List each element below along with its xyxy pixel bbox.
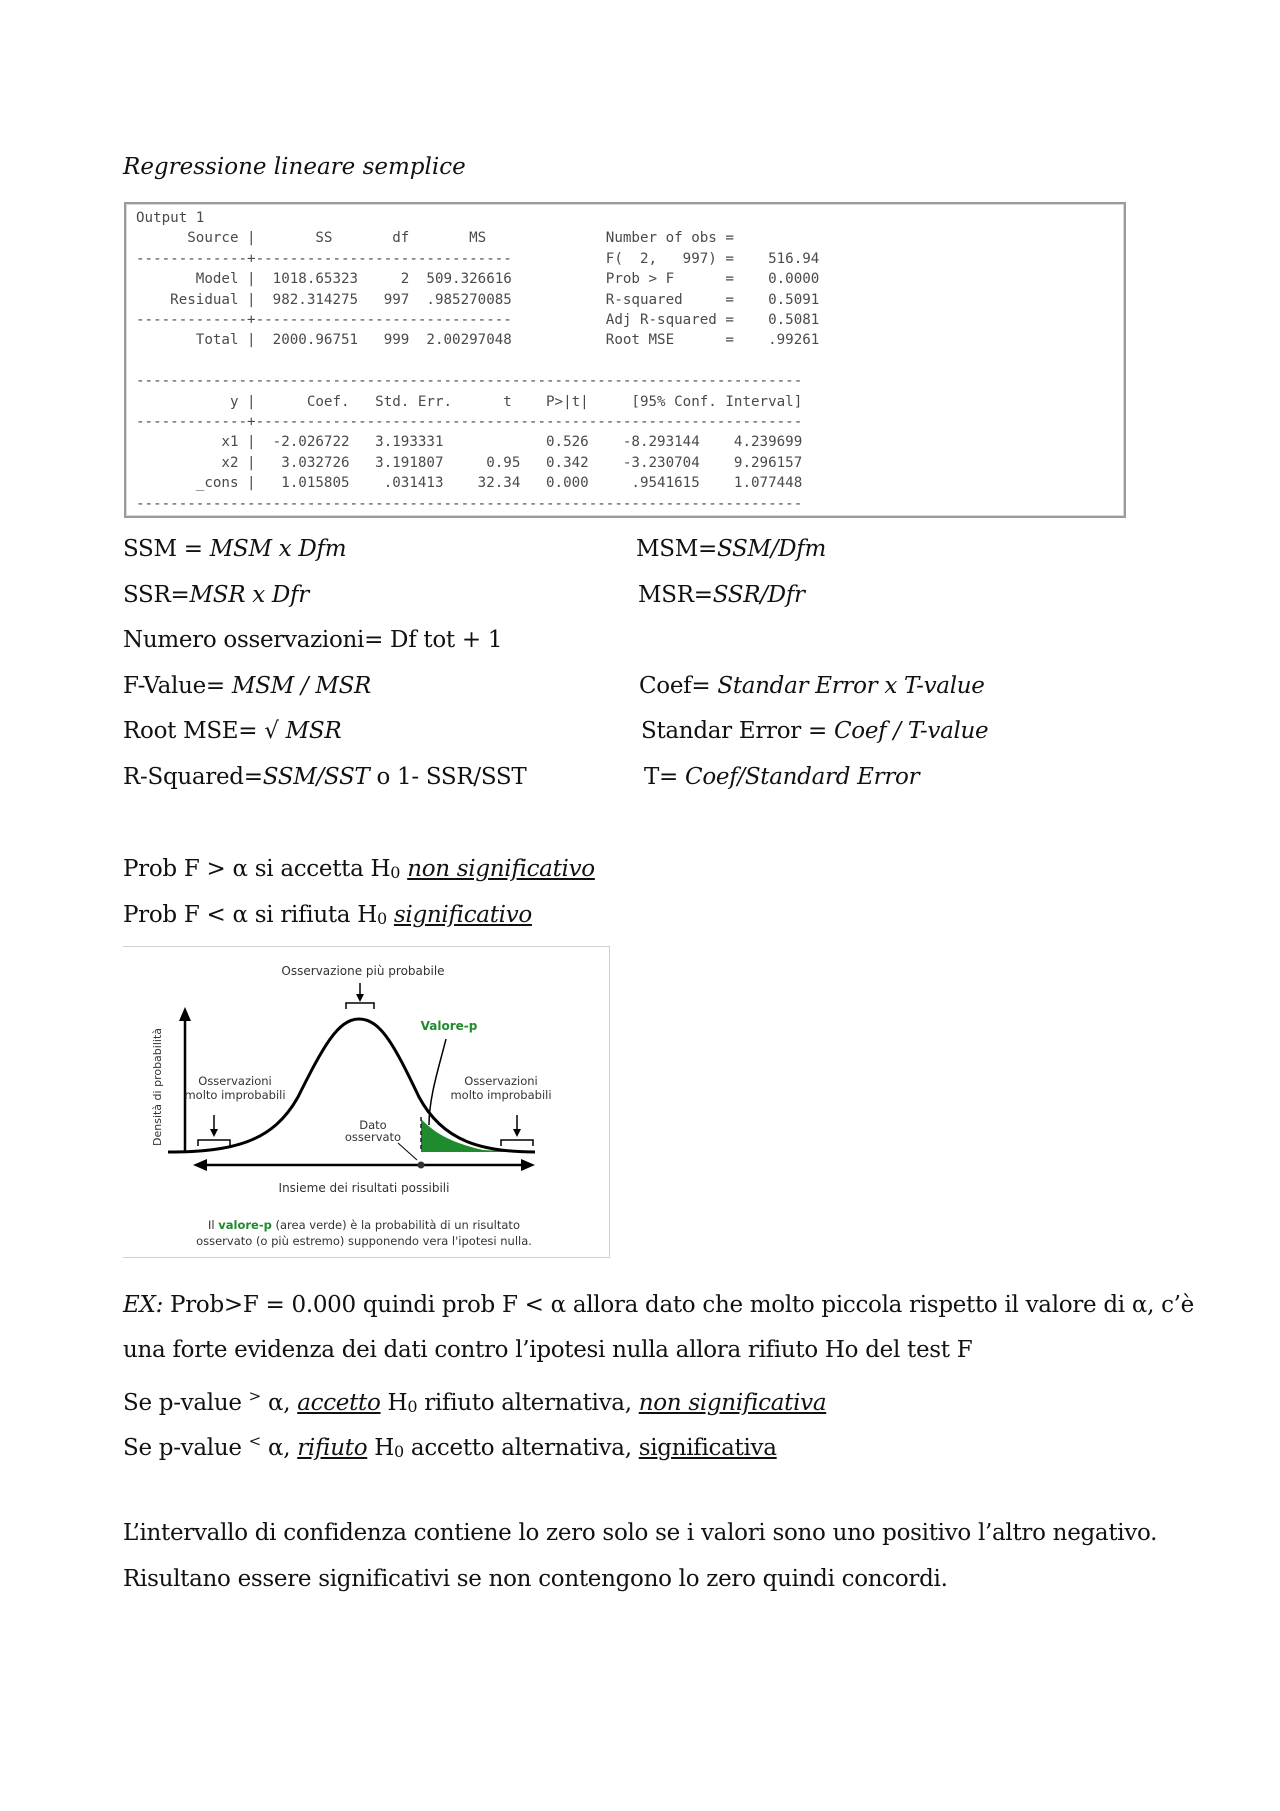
formula-numero-osservazioni: Numero osservazioni= Df tot + 1 [123, 627, 503, 653]
example-line1: EX: Prob>F = 0.000 quindi prob F < α allora dato che molto piccola rispetto il valore di α, c’è [123, 1292, 1194, 1318]
p-value-figure [123, 946, 610, 1258]
formula-ssm: SSM = MSM x Dfm [123, 536, 347, 562]
example-line2: una forte evidenza dei dati contro l’ipotesi nulla allora rifiuto Ho del test F [123, 1337, 973, 1363]
p-value-diagram [123, 947, 609, 1257]
right-arrow-head [513, 1129, 521, 1137]
right-obs-line2: molto improbabili [450, 1088, 552, 1102]
dato-line2: osservato [344, 1130, 402, 1144]
dato-line1: Dato [359, 1118, 387, 1132]
prob-reject-line: Prob F < α si rifiuta H0 significativo [123, 902, 532, 928]
y-axis-label: Densità di probabilità [151, 1027, 164, 1147]
formula-standard-error: Standar Error = Coef / T-value [641, 718, 989, 744]
right-bracket [501, 1140, 533, 1146]
top-bracket [346, 1003, 374, 1009]
pvalue-less-line: Se p-value < α, rifiuto H0 accetto alternativa, significativa [123, 1432, 777, 1461]
formula-f-value: F-Value= MSM / MSR [123, 673, 372, 699]
stata-output-box [124, 202, 1126, 518]
formula-r-squared: R-Squared=SSM/SST o 1- SSR/SST [123, 764, 527, 790]
pvalue-greater-line: Se p-value > α, accetto H0 rifiuto alternativa, non significativa [123, 1387, 827, 1416]
formula-msr: MSR=SSR/Dfr [638, 582, 805, 608]
x-axis-label: Insieme dei risultati possibili [278, 1181, 450, 1195]
formula-ssr: SSR=MSR x Dfr [123, 582, 309, 608]
left-obs-line1: Osservazioni [198, 1074, 272, 1088]
stata-output-text: Output 1 Source | SS df MS Number of obs = -------------+------------------------------ F( 2, 997) = 516.94 Model | 1018.65323 2 509.326616 Prob > F = 0.0000 Residual | 982.314275 997 .985270085 R-squared = 0.5091 -------------+------------------------------ Adj R-squared = 0.5081 Total | 2000.96751 999 2.00297048 Root MSE = .99261 ------------------------------------------------------------------------------ y | Coef. Std. Err. t P>|t| [95% Conf. Interval] -------------+---------------------------------------------------------------- x1 | -2.026722 3.193331 0.526 -8.293144 4.239699 x2 | 3.032726 3.191807 0.95 0.342 -3.230704 9.296157 _cons | 1.015805 .031413 32.34 0.000 .9541615 1.077448 ------------------------------------------------------------------------------ [136, 210, 820, 512]
formula-msm: MSM=SSM/Dfm [636, 536, 827, 562]
prob-accept-line: Prob F > α si accetta H0 non significativo [123, 856, 595, 882]
left-arrow-head [210, 1129, 218, 1137]
top-label: Osservazione più probabile [281, 964, 445, 978]
right-obs-line1: Osservazioni [464, 1074, 538, 1088]
caption-line1: Il valore-p (area verde) è la probabilità di un risultato [208, 1218, 520, 1232]
observed-point [418, 1162, 425, 1169]
conclusion-line1: L’intervallo di confidenza contiene lo zero solo se i valori sono uno positivo l’altro negativo. [123, 1520, 1158, 1546]
dato-pointer [398, 1143, 417, 1160]
left-obs-line2: molto improbabili [184, 1088, 286, 1102]
formula-t: T= Coef/Standard Error [644, 764, 920, 790]
p-value-label: Valore-p [420, 1019, 478, 1033]
formula-root-mse: Root MSE= √ MSR [123, 718, 342, 744]
formula-coef: Coef= Standar Error x T-value [639, 673, 985, 699]
conclusion-line2: Risultano essere significativi se non contengono lo zero quindi concordi. [123, 1566, 948, 1592]
p-value-area [421, 1119, 523, 1152]
left-bracket [198, 1140, 230, 1146]
p-value-pointer [429, 1039, 446, 1125]
y-axis-arrow [179, 1007, 191, 1021]
top-arrow-head [356, 994, 364, 1002]
x-axis-arrow-right [521, 1159, 535, 1171]
caption-line2: osservato (o più estremo) supponendo vera l'ipotesi nulla. [196, 1234, 532, 1248]
x-axis-arrow-left [193, 1159, 207, 1171]
section-title: Regressione lineare semplice [123, 154, 466, 180]
